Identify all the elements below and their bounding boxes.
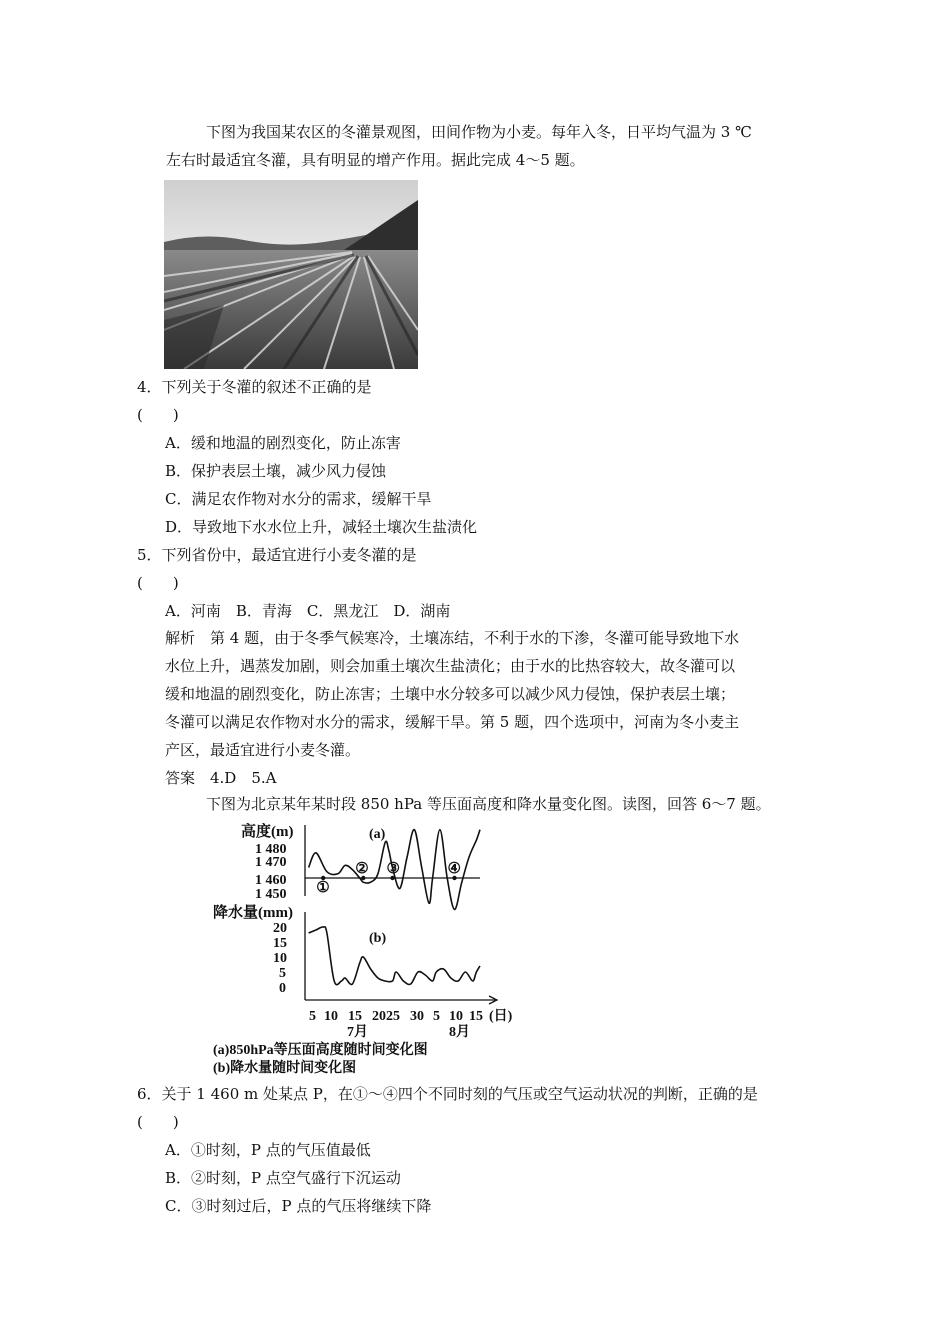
analysis-line-4: 冬灌可以满足农作物对水分的需求，缓解干旱。第 5 题，四个选项中，河南为冬小麦主 (165, 713, 740, 731)
q4-option-b: B．保护表层土壤，减少风力侵蚀 (165, 462, 387, 480)
caption-a: (a)850hPa等压面高度随时间变化图 (213, 1043, 428, 1058)
answer-line: 答案 4.D 5.A (165, 769, 277, 787)
analysis-line-2: 水位上升，遇蒸发加剧，则会加重土壤次生盐渍化；由于水的比热容较大，故冬灌可以 (165, 657, 736, 675)
chart-a-ylabel: 高度(m) (241, 824, 294, 840)
chart-a-series (309, 830, 480, 910)
q6-option-b: B．②时刻，P 点空气盛行下沉运动 (165, 1169, 401, 1187)
caption-b: (b)降水量随时间变化图 (213, 1061, 357, 1076)
q4-option-a: A．缓和地温的剧烈变化，防止冻害 (165, 434, 401, 452)
chart-a-ytick-1480: 1 480 (255, 842, 287, 857)
chart-b-label: (b) (369, 931, 387, 946)
q4-option-d: D．导致地下水水位上升，减轻土壤次生盐渍化 (165, 518, 478, 536)
xaxis-unit: (日) (489, 1009, 513, 1024)
month-july: 7月 (347, 1025, 368, 1040)
intro-line-1: 下图为我国某农区的冬灌景观图，田间作物为小麦。每年入冬，日平均气温为 3 ℃ (206, 123, 752, 141)
chart-b-ytick-0: 0 (279, 981, 286, 996)
analysis-line-3: 缓和地温的剧烈变化，防止冻害；土壤中水分较多可以减少风力侵蚀，保护表层土壤； (165, 685, 736, 703)
chart-a-ytick-1460: 1 460 (255, 873, 287, 888)
chart-a-point-label-3: ③ (386, 861, 400, 877)
q6-stem: 6．关于 1 460 m 处某点 P，在①～④四个不同时刻的气压或空气运动状况的判断，正确的是 (137, 1085, 758, 1103)
q4-answer-paren: ( ) (137, 406, 179, 424)
q4-stem: 4．下列关于冬灌的叙述不正确的是 (137, 378, 372, 396)
intro-line-2: 左右时最适宜冬灌，具有明显的增产作用。据此完成 4～5 题。 (166, 151, 585, 169)
xtick-jul-20: 20 (372, 1009, 386, 1024)
month-august: 8月 (449, 1025, 470, 1040)
xtick-aug-5: 5 (433, 1009, 440, 1024)
chart-b-ylabel: 降水量(mm) (213, 905, 293, 921)
chart-a-point-label-4: ④ (447, 861, 461, 877)
chart-b-ytick-15: 15 (273, 936, 287, 951)
chart-b-ytick-20: 20 (273, 921, 287, 936)
analysis-line-5: 产区，最适宜进行小麦冬灌。 (165, 741, 361, 759)
chart-a-point-label-1: ① (316, 880, 330, 896)
chart-b-series (309, 927, 480, 985)
xtick-aug-10: 10 (449, 1009, 463, 1024)
chart-a-ytick-1450: 1 450 (255, 887, 287, 902)
xtick-jul-5: 5 (309, 1009, 316, 1024)
q5-options: A．河南 B．青海 C．黑龙江 D．湖南 (165, 602, 451, 620)
chart-a-ytick-1470: 1 470 (255, 855, 287, 870)
pressure-rain-chart (205, 820, 535, 1076)
analysis-line-1: 解析 第 4 题，由于冬季气候寒冷，土壤冻结，不利于水的下渗，冬灌可能导致地下水 (165, 629, 740, 647)
xtick-aug-15: 15 (469, 1009, 483, 1024)
q6-option-c: C．③时刻过后，P 点的气压将继续下降 (165, 1197, 432, 1215)
xtick-jul-10: 10 (324, 1009, 338, 1024)
xtick-jul-25: 25 (386, 1009, 400, 1024)
xtick-jul-30: 30 (410, 1009, 424, 1024)
chart-b-ytick-10: 10 (273, 951, 287, 966)
q4-option-c: C．满足农作物对水分的需求，缓解干旱 (165, 490, 432, 508)
q5-stem: 5．下列省份中，最适宜进行小麦冬灌的是 (137, 546, 417, 564)
q6-option-a: A．①时刻，P 点的气压值最低 (165, 1141, 371, 1159)
intro2-line: 下图为北京某年某时段 850 hPa 等压面高度和降水量变化图。读图，回答 6～7 题。 (206, 795, 771, 813)
chart-b-rain-line (309, 927, 480, 985)
winter-irrigation-photo (164, 180, 418, 369)
chart-a-point-label-2: ② (355, 861, 369, 877)
chart-b-ytick-5: 5 (279, 966, 286, 981)
xtick-jul-15: 15 (348, 1009, 362, 1024)
chart-svg (205, 820, 535, 1076)
chart-a-label: (a) (369, 827, 386, 842)
q5-answer-paren: ( ) (137, 574, 179, 592)
q6-answer-paren: ( ) (137, 1113, 179, 1131)
